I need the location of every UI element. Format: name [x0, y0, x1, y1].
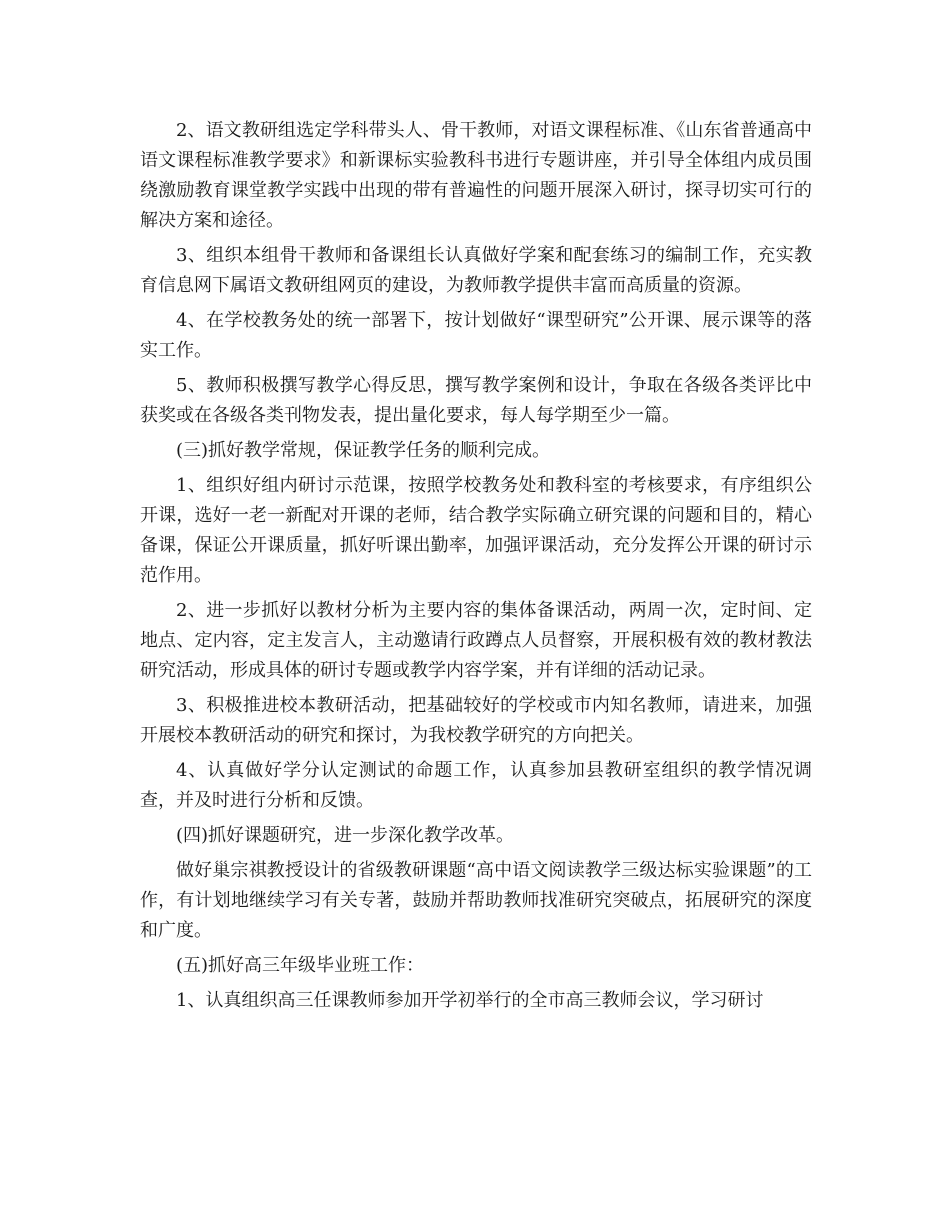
paragraph-item-1-demo-lessons: 1、组织好组内研讨示范课，按照学校教务处和教科室的考核要求，有序组织公开课，选好一老一新配对开课的老师，结合教学实际确立研究课的问题和目的，精心备课，保证公开课质量，抓好听课出勤率，加强评课活动，充分发挥公开课的研讨示范作用。 [140, 475, 812, 586]
section-heading-3: (三)抓好教学常规，保证教学任务的顺利完成。 [176, 440, 551, 461]
paragraph-item-4-credit-tests: 4、认真做好学分认定测试的命题工作，认真参加县教研室组织的教学情况调查，并及时进行分析和反馈。 [140, 760, 812, 811]
section-heading-4: (四)抓好课题研究，进一步深化教学改革。 [176, 825, 515, 846]
paragraph-item-4-open-classes: 4、在学校教务处的统一部署下，按计划做好“课型研究”公开课、展示课等的落实工作。 [140, 310, 812, 361]
section-heading-5: (五)抓好高三年级毕业班工作： [176, 955, 425, 976]
paragraph-item-1-senior-meeting: 1、认真组织高三任课教师参加开学初举行的全市高三教师会议，学习研讨 [176, 990, 764, 1011]
paragraph-research-project: 做好巢宗祺教授设计的省级教研课题“高中语文阅读教学三级达标实验课题”的工作，有计划地继续学习有关专著，鼓励并帮助教师找准研究突破点，拓展研究的深度和广度。 [140, 860, 812, 941]
paragraph-item-5-teaching-reflection: 5、教师积极撰写教学心得反思，撰写教学案例和设计，争取在各级各类评比中获奖或在各级各类刊物发表，提出量化要求，每人每学期至少一篇。 [140, 375, 812, 426]
paragraph-item-2-collective-prep: 2、进一步抓好以教材分析为主要内容的集体备课活动，两周一次，定时间、定地点、定内容，定主发言人，主动邀请行政蹲点人员督察，开展积极有效的教材教法研究活动，形成具体的研讨专题或教学内容学案，并有详细的活动记录。 [140, 600, 812, 681]
paragraph-item-3-study-plans: 3、组织本组骨干教师和备课组长认真做好学案和配套练习的编制工作，充实教育信息网下属语文教研组网页的建设，为教师教学提供丰富而高质量的资源。 [140, 245, 812, 296]
document-page [140, 116, 812, 1021]
paragraph-item-3-school-research: 3、积极推进校本教研活动，把基础较好的学校或市内知名教师，请进来，加强开展校本教研活动的研究和探讨，为我校教学研究的方向把关。 [140, 695, 812, 746]
paragraph-item-2-subject-leaders: 2、语文教研组选定学科带头人、骨干教师，对语文课程标准、《山东省普通高中语文课程标准教学要求》和新课标实验教科书进行专题讲座，并引导全体组内成员围绕激励教育课堂教学实践中出现的带有普遍性的问题开展深入研讨，探寻切实可行的解决方案和途径。 [140, 120, 812, 231]
